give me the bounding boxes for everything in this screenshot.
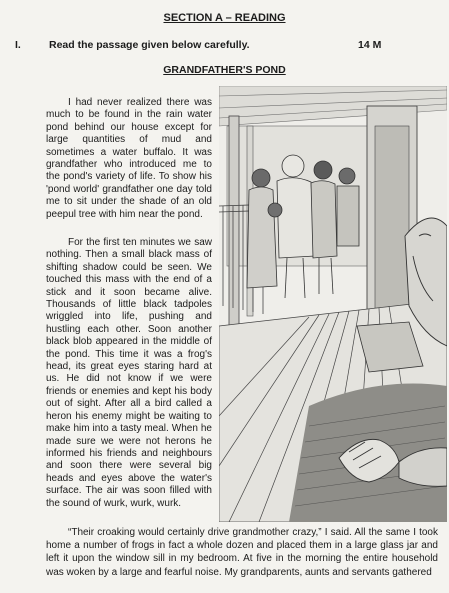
passage-title: GRANDFATHER'S POND [163,64,286,76]
verandah-illustration [219,86,447,522]
question-instruction: Read the passage given below carefully. [49,39,250,51]
paragraph-1-text: I had never realized there was much to be found in the rain water pond behind our house except for large quantities of mud and sometimes a water buffalo. It was grandfather who introduced me to the pond's variety of life. To show his 'pond world' grandfather one day told me to sit under the shade of an old peepul tree with him near the pond. [46,97,212,220]
paragraph-2-text: For the first ten minutes we saw nothing. Then a small black mass of shifting shadow could be seen. We touched this mass with the end of a stick and it soon became alive. Thousands of little black tadpoles wriggled into life, pushing and hustling each other. Soon another black blob appeared in the middle of the pond. This time it was a frog's head, its great eyes staring hard at us. He did not know if we were friends or enemies and kept his body out of sight. After all a bird called a heron his enemy might be waiting to make him into a tasty meal. When he made sure we were not herons he informed his friends and neighbours and soon there were several big heads and eyes above the water's surface. The air was soon filled with the sound of wurk, wurk, wurk. [46,237,212,509]
question-number: I. [15,39,21,51]
question-marks: 14 M [358,39,382,51]
paragraph-2 [46,237,212,510]
paragraph-3 [46,526,438,579]
question-row [15,39,435,53]
section-title: SECTION A – READING [163,12,286,24]
paragraph-3-text: “Their croaking would certainly drive grandmother crazy,” I said. All the same I took home a number of frogs in fact a whole dozen and placed them in a large glass jar and left it upon the window sill in my bedroom. At five in the morning the entire household was woken by a large and fearful noise. My grandparents, aunts and servants gathered [46,527,438,578]
paragraph-1 [46,97,212,221]
